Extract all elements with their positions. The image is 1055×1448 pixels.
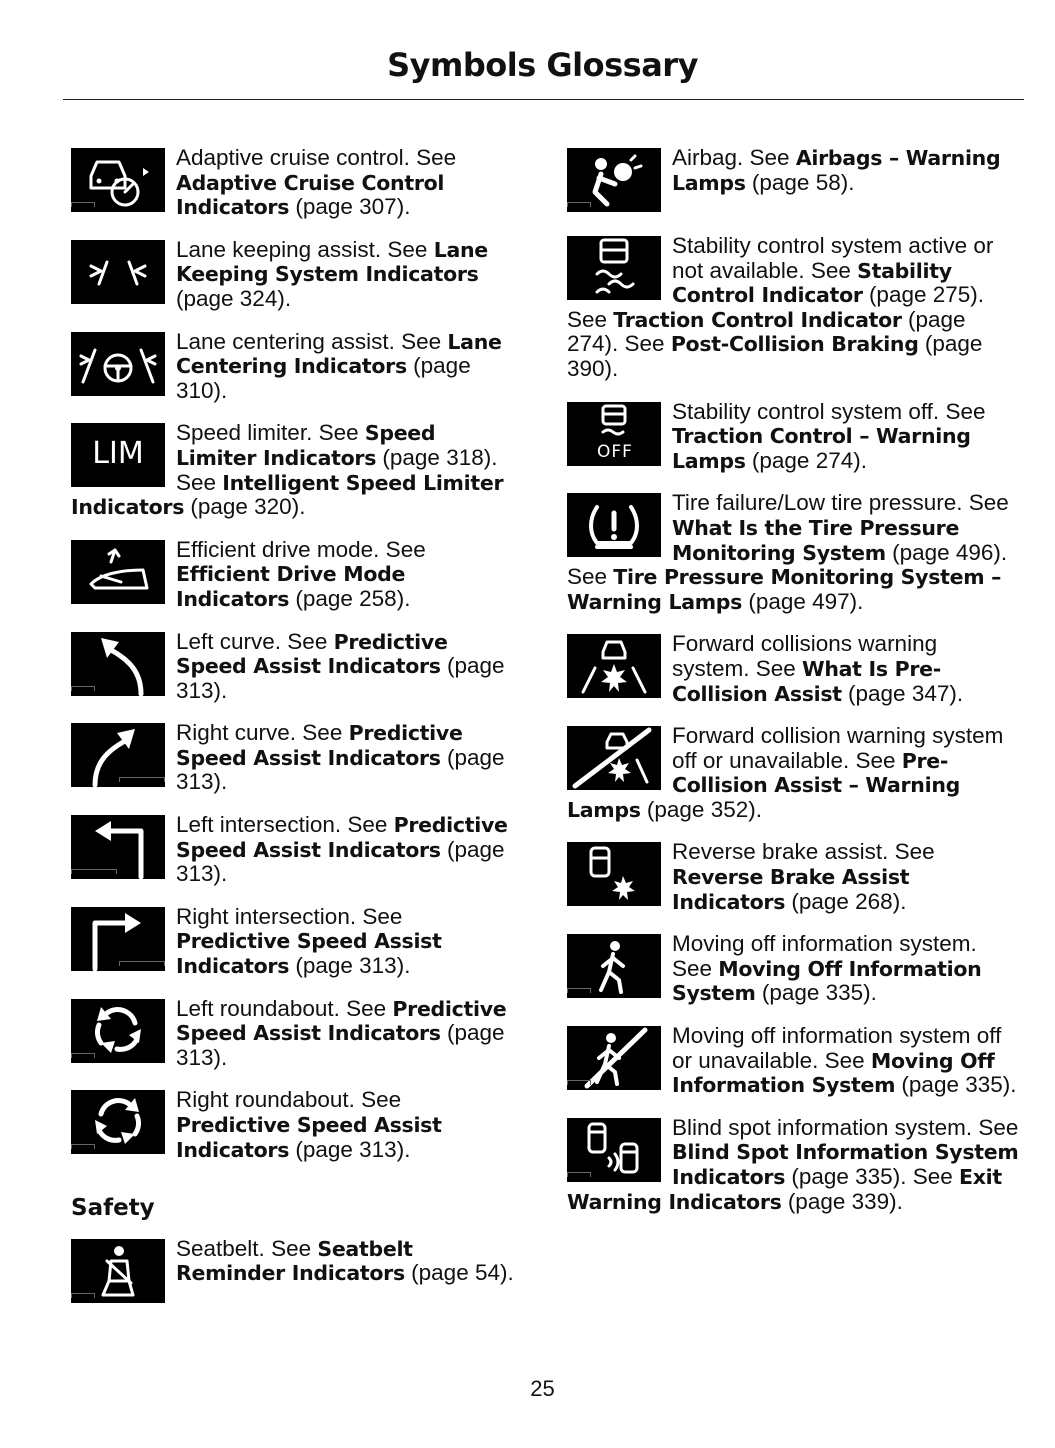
entry-blind-spot-information: [567, 1116, 1019, 1214]
entry-right-roundabout: [71, 1088, 521, 1162]
entry-stability-control-active: [567, 234, 1019, 382]
entry-reference: Post-Collision Braking: [670, 332, 919, 357]
entry-page: (page 274). See: [567, 306, 966, 357]
speed-limiter-icon: [71, 423, 165, 487]
entry-lane-centering-assist: [71, 330, 521, 404]
entry-page: (page 310).: [176, 353, 471, 403]
adaptive-cruise-control-icon: [71, 148, 165, 212]
entry-text: Lane keeping assist. See: [176, 236, 434, 262]
entry-page: (page 335).: [895, 1072, 1017, 1098]
entry-text: Seatbelt. See: [176, 1235, 318, 1261]
airbag-icon: [567, 148, 661, 212]
entry-reference: Predictive Speed Assist Indicators: [176, 721, 463, 770]
efficient-drive-mode-icon: [71, 540, 165, 604]
stability-control-off-icon: [567, 402, 661, 466]
entry-reference: Efficient Drive Mode Indicators: [176, 562, 406, 611]
entry-reference: Tire Pressure Monitoring System – Warning Lamps: [567, 565, 1002, 614]
entry-page: (page 324).: [176, 285, 292, 311]
entry-page: (page 313).: [176, 744, 505, 795]
entry-text: Tire failure/Low tire pressure. See: [672, 490, 1009, 516]
entry-text: Forward collisions warning system. See: [672, 631, 938, 681]
right-column: [567, 146, 1019, 1232]
page-title: Symbols Glossary: [387, 46, 698, 84]
entry-reference: Traction Control – Warning Lamps: [672, 424, 971, 473]
entry-page: (page 390).: [567, 331, 983, 381]
entry-reference: Lane Centering Indicators: [176, 329, 502, 379]
icon-tab: [567, 1080, 591, 1085]
entry-page: (page 320).: [184, 494, 306, 520]
entry-page: (page 274).: [745, 447, 867, 473]
entry-text: Blind spot information system. See: [672, 1114, 1019, 1140]
entry-airbag: [567, 146, 1019, 216]
entry-page: (page 268).: [785, 888, 907, 914]
entry-reference: Exit Warning Indicators: [567, 1165, 1002, 1214]
entry-reference: What Is the Tire Pressure Monitoring System: [672, 515, 960, 565]
entry-page: (page 258).: [289, 585, 411, 611]
blind-spot-icon: [567, 1118, 661, 1182]
entry-page: (page 313).: [289, 953, 411, 979]
icon-tab: [119, 777, 165, 782]
entry-page: (page 497).: [742, 588, 864, 614]
page-number: 25: [530, 1376, 555, 1401]
icon-tab: [567, 1172, 591, 1177]
entry-reference: Speed Limiter Indicators: [176, 421, 436, 470]
entry-text: Lane centering assist. See: [176, 328, 448, 354]
entry-reference: Predictive Speed Assist Indicators: [176, 996, 507, 1046]
icon-tab: [567, 988, 591, 993]
entry-reference: What Is Pre-Collision Assist: [672, 656, 941, 706]
entry-page: (page 347).: [841, 680, 964, 706]
lane-keeping-assist-icon: [71, 240, 165, 304]
entry-text: Forward collision warning system off or unavailable. See: [672, 723, 1004, 773]
entry-page: (page 496). See: [567, 539, 1008, 590]
icon-tab: [71, 869, 117, 874]
entry-text: Stability control system active or not available. See: [672, 233, 994, 283]
entry-text: Right intersection. See: [176, 903, 403, 929]
stability-off-icon-label: OFF: [597, 441, 633, 462]
forward-collision-warning-icon: [567, 634, 661, 698]
entry-right-intersection: [71, 905, 521, 979]
entry-text: Left intersection. See: [176, 812, 394, 838]
entry-moving-off-unavailable: [567, 1024, 1019, 1098]
entry-text: Stability control system off. See: [672, 398, 986, 424]
pedestrian-icon: [567, 934, 661, 998]
entry-left-roundabout: [71, 997, 521, 1071]
entry-left-curve: [71, 630, 521, 704]
entry-text: Reverse brake assist. See: [672, 839, 935, 865]
icon-tab: [567, 202, 591, 207]
entry-page: (page 339).: [781, 1188, 903, 1214]
entry-page: (page 313).: [176, 836, 505, 887]
entry-reference: Blind Spot Information System Indicators: [672, 1140, 1019, 1189]
entry-reference: Moving Off Information System: [672, 956, 982, 1006]
entry-text: Moving off information system off or unavailable. See: [672, 1023, 1002, 1073]
entry-moving-off-information: [567, 932, 1019, 1006]
entry-page: (page 335). See: [785, 1164, 959, 1189]
left-intersection-icon: [71, 815, 165, 879]
entry-text: Right curve. See: [176, 720, 349, 746]
entry-text: Adaptive cruise control. See: [176, 145, 457, 170]
entry-page: (page 313).: [289, 1136, 411, 1162]
icon-tab: [71, 686, 95, 691]
entry-text: Right roundabout. See: [176, 1087, 402, 1113]
entry-reference: Adaptive Cruise Control Indicators: [176, 170, 445, 220]
entry-page: (page 335).: [755, 980, 877, 1006]
entry-text: Left curve. See: [176, 628, 334, 654]
entry-reference: Predictive Speed Assist Indicators: [176, 929, 442, 979]
entry-text: Airbag. See: [672, 145, 796, 170]
entry-left-intersection: [71, 813, 521, 887]
entry-reference: Predictive Speed Assist Indicators: [176, 629, 448, 679]
entry-page: (page 54).: [404, 1260, 514, 1286]
speed-limiter-icon-label: LIM: [92, 436, 144, 472]
icon-tab: [71, 1144, 95, 1149]
entry-speed-limiter: [71, 421, 521, 519]
entry-reference: Lane Keeping System Indicators: [176, 237, 488, 287]
entry-page: (page 352).: [640, 796, 762, 822]
entry-forward-collision-warning: [567, 632, 1019, 706]
entry-reference: Predictive Speed Assist Indicators: [176, 813, 508, 862]
seatbelt-icon: [71, 1239, 165, 1303]
icon-tab: [71, 1293, 95, 1298]
entry-stability-control-off: [567, 400, 1019, 474]
entry-page: (page 275). See: [567, 282, 985, 332]
forward-collision-off-icon: [567, 726, 661, 790]
pedestrian-off-icon: [567, 1026, 661, 1090]
entry-reference: Predictive Speed Assist Indicators: [176, 1113, 442, 1162]
safety-heading: Safety: [71, 1195, 155, 1222]
entry-reference: Seatbelt Reminder Indicators: [176, 1236, 413, 1286]
entry-tire-pressure: [567, 491, 1019, 614]
entry-right-curve: [71, 721, 521, 795]
entry-lane-keeping-assist: [71, 238, 521, 312]
entry-text: Moving off information system. See: [672, 931, 977, 981]
entry-adaptive-cruise-control: [71, 146, 521, 220]
left-curve-icon: [71, 632, 165, 696]
entry-text: Efficient drive mode. See: [176, 536, 426, 562]
left-column: [71, 146, 521, 1325]
entry-page: (page 307).: [289, 194, 411, 220]
tire-pressure-icon: [567, 493, 661, 557]
entry-seatbelt: [71, 1237, 521, 1307]
entry-efficient-drive-mode: [71, 538, 521, 612]
icon-tab: [71, 1053, 95, 1058]
entry-page: (page 58).: [745, 169, 855, 195]
left-roundabout-icon: [71, 999, 165, 1063]
entry-reference: Intelligent Speed Limiter Indicators: [71, 470, 504, 520]
right-roundabout-icon: [71, 1090, 165, 1154]
entry-page: (page 313).: [176, 1020, 505, 1070]
reverse-brake-assist-icon: [567, 842, 661, 906]
entry-reference: Airbags – Warning Lamps: [672, 146, 1001, 195]
entry-page: (page 318). See: [176, 444, 498, 495]
entry-text: Speed limiter. See: [176, 420, 365, 446]
entry-page: (page 313).: [176, 653, 505, 703]
entry-forward-collision-off: [567, 724, 1019, 822]
entry-reference: Moving Off Information System: [672, 1048, 995, 1098]
entry-reference: Stability Control Indicator: [672, 258, 952, 308]
entry-reference: Pre-Collision Assist – Warning Lamps: [567, 748, 960, 822]
entry-reference: Reverse Brake Assist Indicators: [672, 865, 910, 914]
entry-reference: Traction Control Indicator: [613, 307, 902, 332]
lane-centering-assist-icon: [71, 332, 165, 396]
stability-control-icon: [567, 236, 661, 300]
icon-tab: [119, 961, 165, 966]
title-divider: [63, 99, 1024, 100]
right-curve-icon: [71, 723, 165, 787]
icon-tab: [71, 202, 95, 207]
entry-reverse-brake-assist: [567, 840, 1019, 914]
entry-text: Left roundabout. See: [176, 995, 393, 1021]
right-intersection-icon: [71, 907, 165, 971]
